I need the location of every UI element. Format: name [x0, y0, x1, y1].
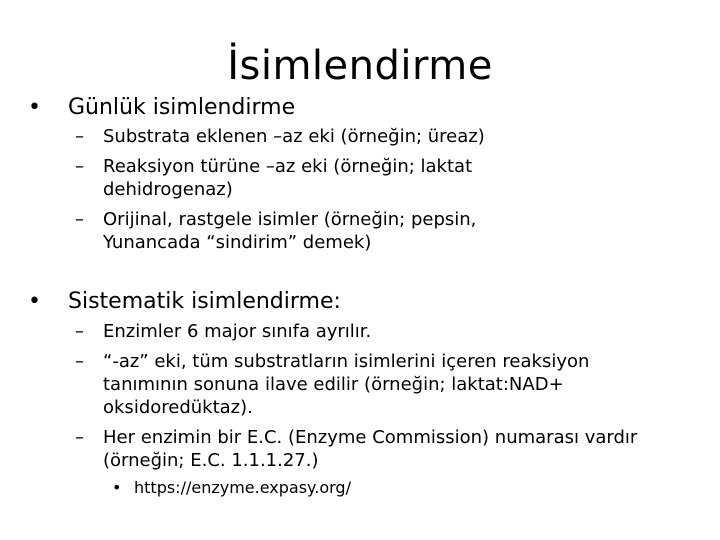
dash-icon: –	[75, 156, 84, 177]
list-item-text: Orijinal, rastgele isimler (örneğin; pepsin, Yunancada “sindirim” demek)	[103, 209, 477, 253]
slide-title: İsimlendirme	[227, 43, 493, 89]
dash-icon: –	[75, 351, 84, 372]
list-item-text: Substrata eklenen –az eki (örneğin; üreaz)	[103, 126, 485, 147]
dash-icon: –	[75, 427, 84, 448]
bullet-icon: •	[28, 289, 41, 314]
dash-icon: –	[75, 209, 84, 230]
dash-icon: –	[75, 126, 84, 147]
url-text: https://enzyme.expasy.org/	[134, 478, 351, 497]
list-item-text: Enzimler 6 major sınıfa ayrılır.	[103, 321, 372, 342]
dash-icon: –	[75, 321, 84, 342]
list-item-text: “-az” eki, tüm substratların isimlerini içeren reaksiyon tanımının sonuna ilave edilir (örneğin; laktat:NAD+ oksidoredüktaz).	[103, 351, 590, 418]
section-heading-text: Günlük isimlendirme	[68, 95, 296, 120]
section-heading-text: Sistematik isimlendirme:	[68, 289, 341, 314]
bullet-icon: •	[112, 478, 122, 497]
bullet-icon: •	[28, 95, 41, 120]
list-item-text: Her enzimin bir E.C. (Enzyme Commission) numarası vardır (örneğin; E.C. 1.1.1.27.)	[103, 427, 638, 471]
list-item-text: Reaksiyon türüne –az eki (örneğin; laktat dehidrogenaz)	[103, 156, 473, 200]
